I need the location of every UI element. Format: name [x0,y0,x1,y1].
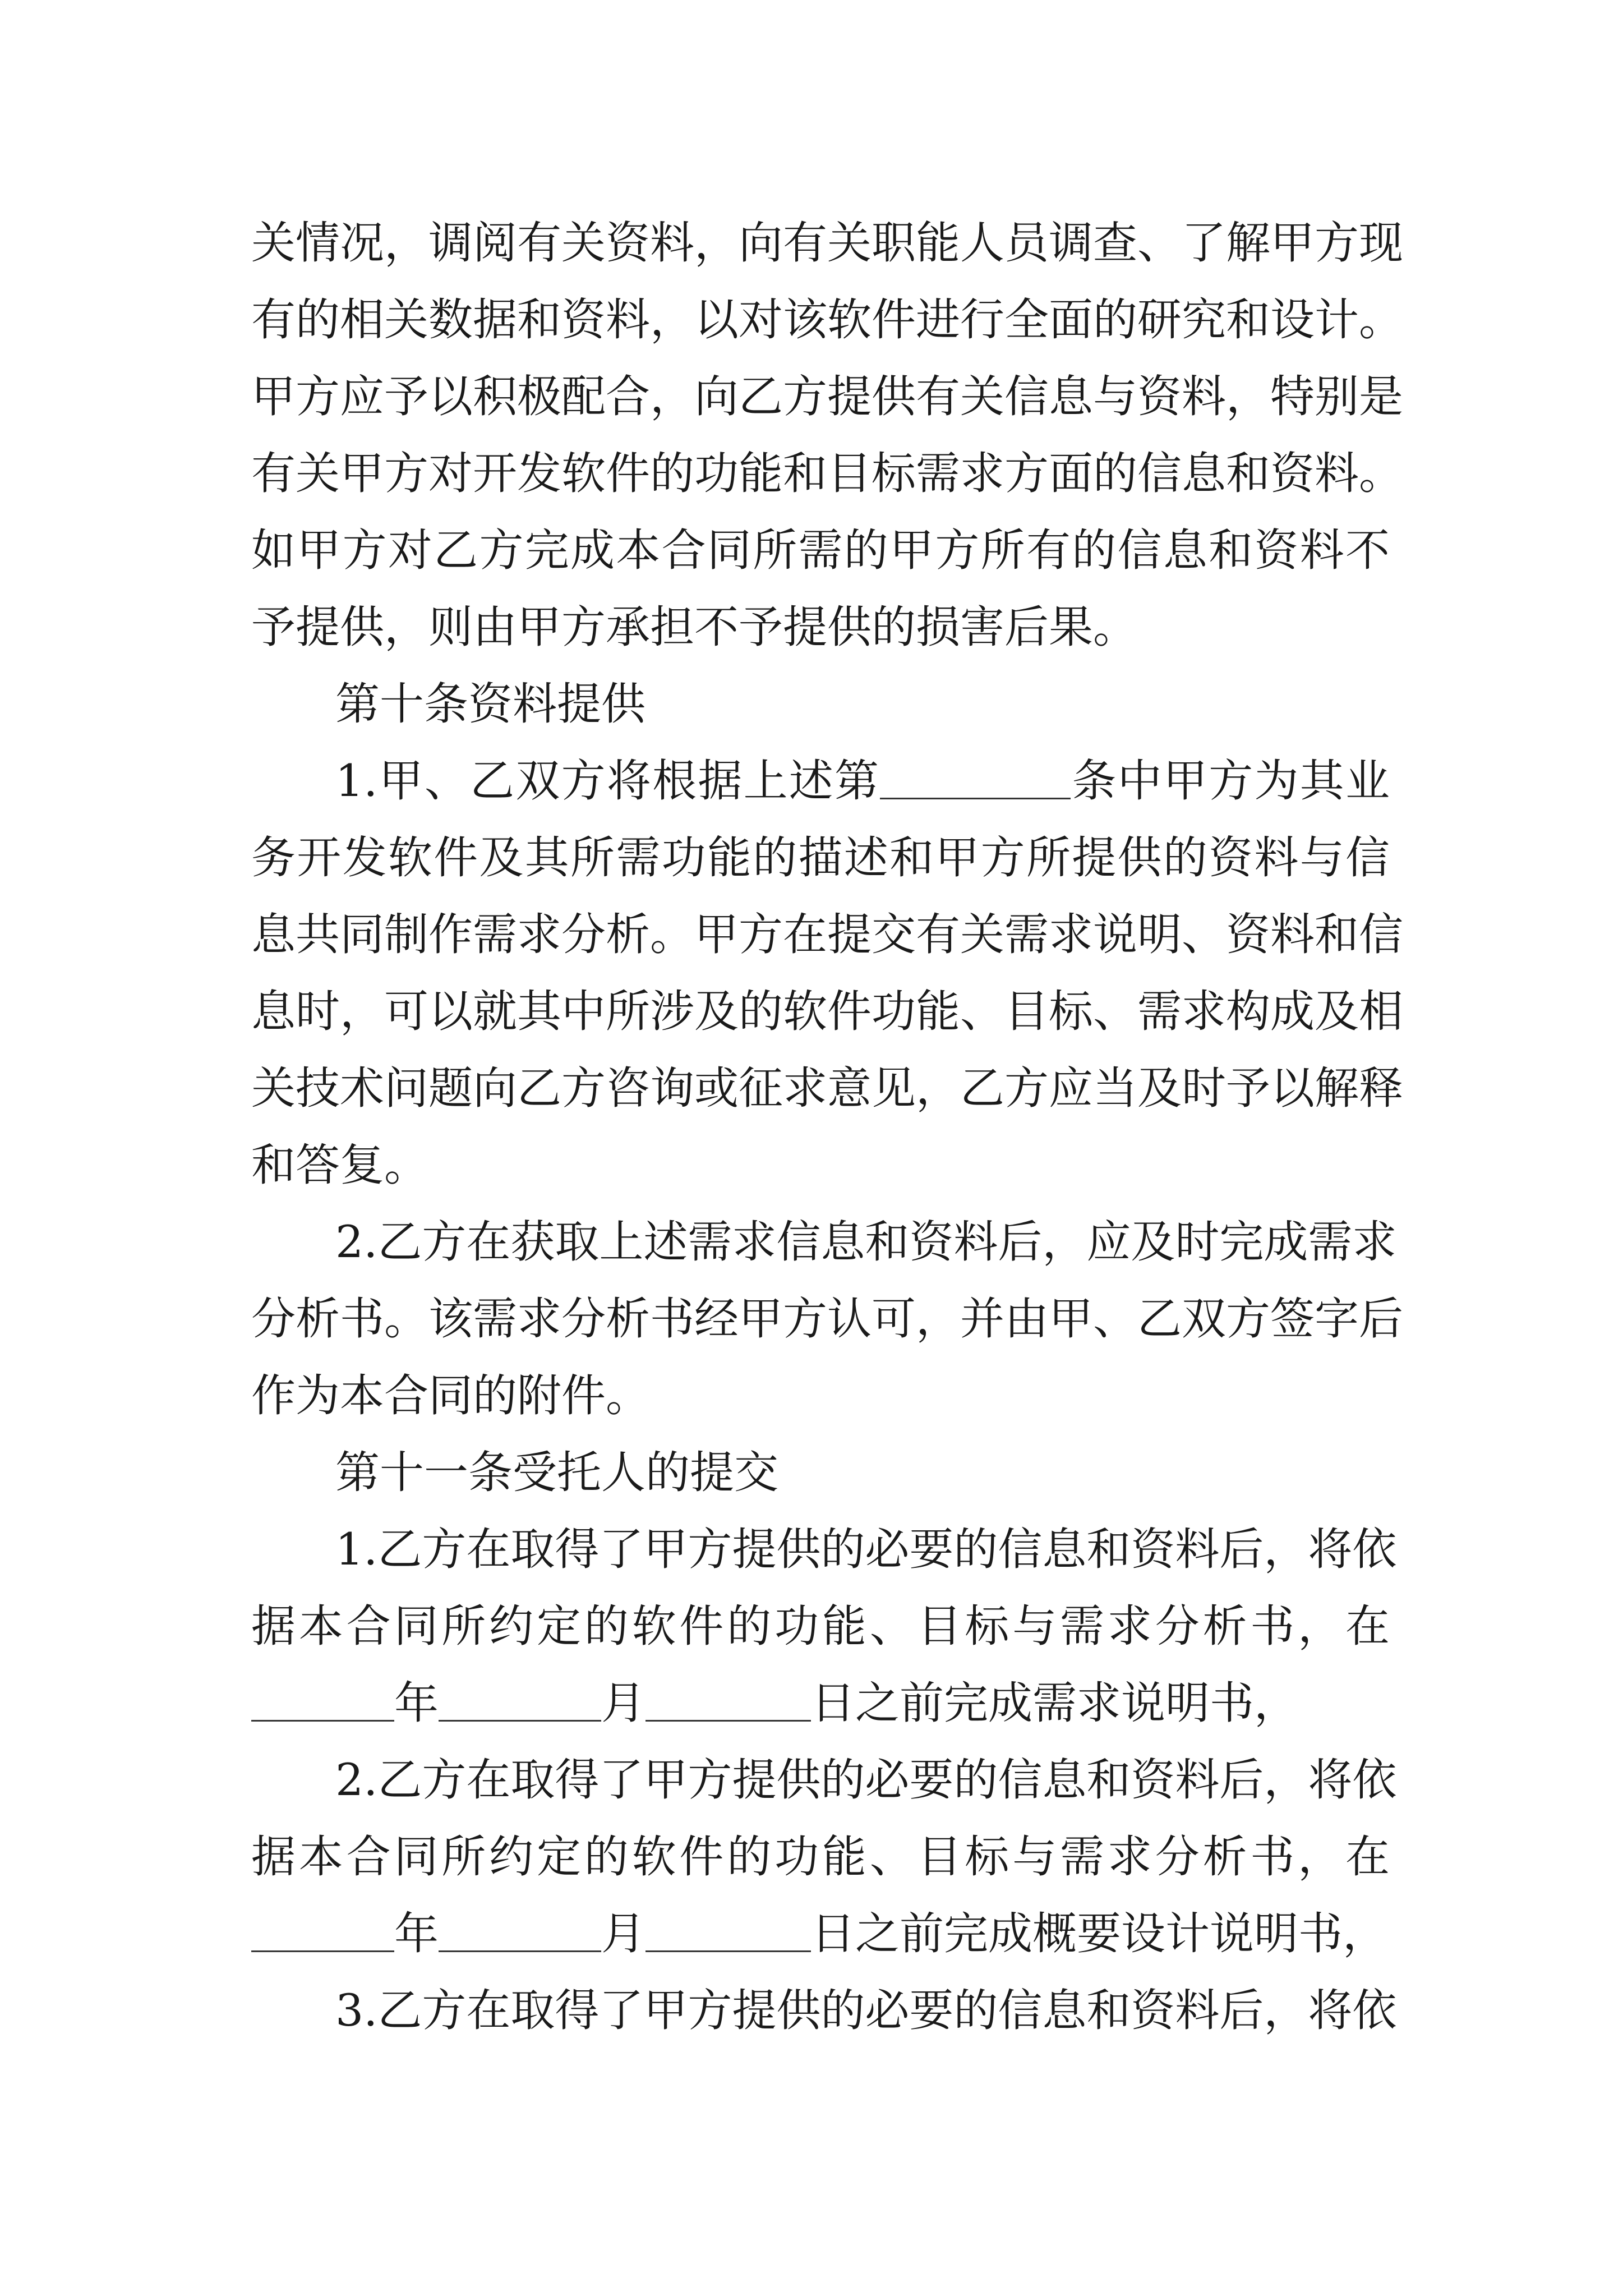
text-line: 和答复。 [251,1139,428,1191]
text-line: 务开发软件及其所需功能的描述和甲方所提供的资料与信 [251,832,1390,884]
text-line: 分析书。该需求分析书经甲方认可，并由甲、乙双方签字后 [251,1293,1403,1345]
text-line: 息共同制作需求分析。甲方在提交有关需求说明、资料和信 [251,909,1403,960]
year-blank [251,1906,394,1952]
text-line: 如甲方对乙方完成本合同所需的甲方所有的信息和资料不 [251,524,1390,576]
clause-number-blank [880,753,1071,799]
month-blank [439,1906,601,1952]
date-line [251,1669,1390,1737]
text-line: 有关甲方对开发软件的功能和目标需求方面的信息和资料。 [251,448,1403,499]
text-segment: 日之前完成概要设计说明书， [811,1908,1387,1959]
text-line: 有的相关数据和资料，以对该软件进行全面的研究和设计。 [251,294,1403,346]
month-blank [439,1675,601,1722]
section-heading: 第十一条受托人的提交 [335,1447,778,1498]
day-blank [645,1906,811,1952]
text-segment: 1.甲、乙双方将根据上述第 [335,755,880,807]
text-line: 息时，可以就其中所涉及的软件功能、目标、需求构成及相 [251,986,1403,1037]
text-line: 作为本合同的附件。 [251,1370,650,1421]
text-segment: 年 [394,1908,439,1959]
text-line: 2.乙方在获取上述需求信息和资料后，应及时完成需求 [335,1216,1397,1268]
text-line: 2.乙方在取得了甲方提供的必要的信息和资料后，将依 [335,1754,1397,1806]
text-segment: 条中甲方为其业 [1071,755,1390,807]
text-line: 据本合同所约定的软件的功能、目标与需求分析书，在 [251,1831,1390,1883]
text-segment: 日之前完成需求说明书， [811,1677,1298,1729]
text-segment: 月 [601,1908,645,1959]
section-heading: 第十条资料提供 [335,678,645,730]
text-line: 甲方应予以积极配合，向乙方提供有关信息与资料，特别是 [251,371,1403,422]
year-blank [251,1675,394,1722]
text-line: 关技术问题向乙方咨询或征求意见，乙方应当及时予以解释 [251,1062,1403,1114]
text-line: 予提供，则由甲方承担不予提供的损害后果。 [251,601,1137,653]
text-segment: 月 [601,1677,645,1729]
date-line [251,1900,1390,1967]
text-line [335,747,1390,815]
text-line: 据本合同所约定的软件的功能、目标与需求分析书，在 [251,1600,1390,1652]
day-blank [645,1675,811,1722]
text-line: 3.乙方在取得了甲方提供的必要的信息和资料后，将依 [335,1985,1397,2036]
text-line: 关情况，调阅有关资料，向有关职能人员调查、了解甲方现 [251,217,1403,269]
text-segment: 年 [394,1677,439,1729]
text-line: 1.乙方在取得了甲方提供的必要的信息和资料后，将依 [335,1524,1397,1575]
